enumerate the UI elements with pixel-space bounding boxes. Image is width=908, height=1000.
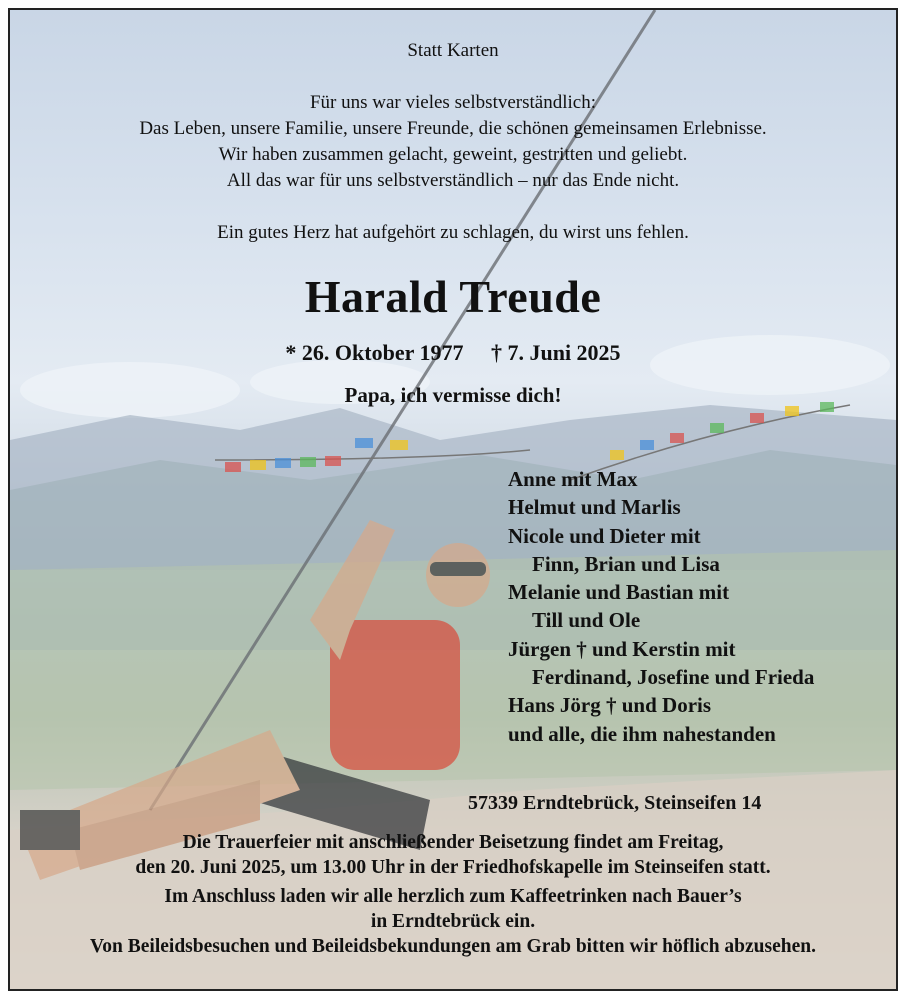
service-block: [10, 830, 896, 959]
birth-date: * 26. Oktober 1977: [285, 340, 464, 365]
intro-block: [10, 38, 896, 246]
family-entry: Jürgen † und Kerstin mit: [508, 636, 736, 661]
service-line: Von Beileidsbesuchen und Beileidsbekundungen am Grab bitten wir höflich abzusehen.: [89, 936, 816, 957]
service-line: Die Trauerfeier mit anschließender Beisetzung findet am Freitag,: [182, 832, 724, 853]
family-entry: Helmut und Marlis: [508, 495, 681, 520]
life-dates: [10, 340, 896, 366]
family-list: [508, 465, 814, 748]
obituary-notice: [8, 8, 898, 991]
family-entry: Anne mit Max: [508, 467, 638, 491]
family-entry: und alle, die ihm nahestanden: [508, 721, 776, 746]
family-entry: Melanie und Bastian mit: [508, 580, 730, 605]
intro-line: All das war für uns selbstverständlich – nur das Ende nicht.: [226, 170, 680, 191]
heart-line: Ein gutes Herz hat aufgehört zu schlagen, du wirst uns fehlen.: [217, 222, 689, 243]
address-line: 57339 Erndtebrück, Steinseifen 14: [468, 792, 762, 814]
intro-line: Das Leben, unsere Familie, unsere Freunde, die schönen gemeinsamen Erlebnisse.: [139, 118, 767, 139]
intro-line: Wir haben zusammen gelacht, geweint, gestritten und geliebt.: [218, 144, 688, 165]
papa-line: Papa, ich vermisse dich!: [344, 383, 562, 407]
family-entry: Hans Jörg † und Doris: [508, 693, 712, 718]
family-entry: Nicole und Dieter mit: [508, 523, 701, 548]
deceased-name: Harald Treude: [304, 271, 602, 322]
family-entry: Till und Ole: [532, 608, 641, 633]
intro-line: Für uns war vieles selbstverständlich:: [309, 92, 596, 113]
header-text: Statt Karten: [407, 40, 499, 61]
service-line: Im Anschluss laden wir alle herzlich zum Kaffeetrinken nach Bauer’s: [164, 886, 742, 907]
family-entry: Finn, Brian und Lisa: [532, 551, 720, 576]
death-date: † 7. Juni 2025: [490, 340, 621, 365]
service-line: den 20. Juni 2025, um 13.00 Uhr in der Friedhofskapelle im Steinseifen statt.: [135, 857, 771, 878]
service-line: in Erndtebrück ein.: [370, 911, 536, 932]
family-entry: Ferdinand, Josefine und Frieda: [532, 665, 815, 690]
